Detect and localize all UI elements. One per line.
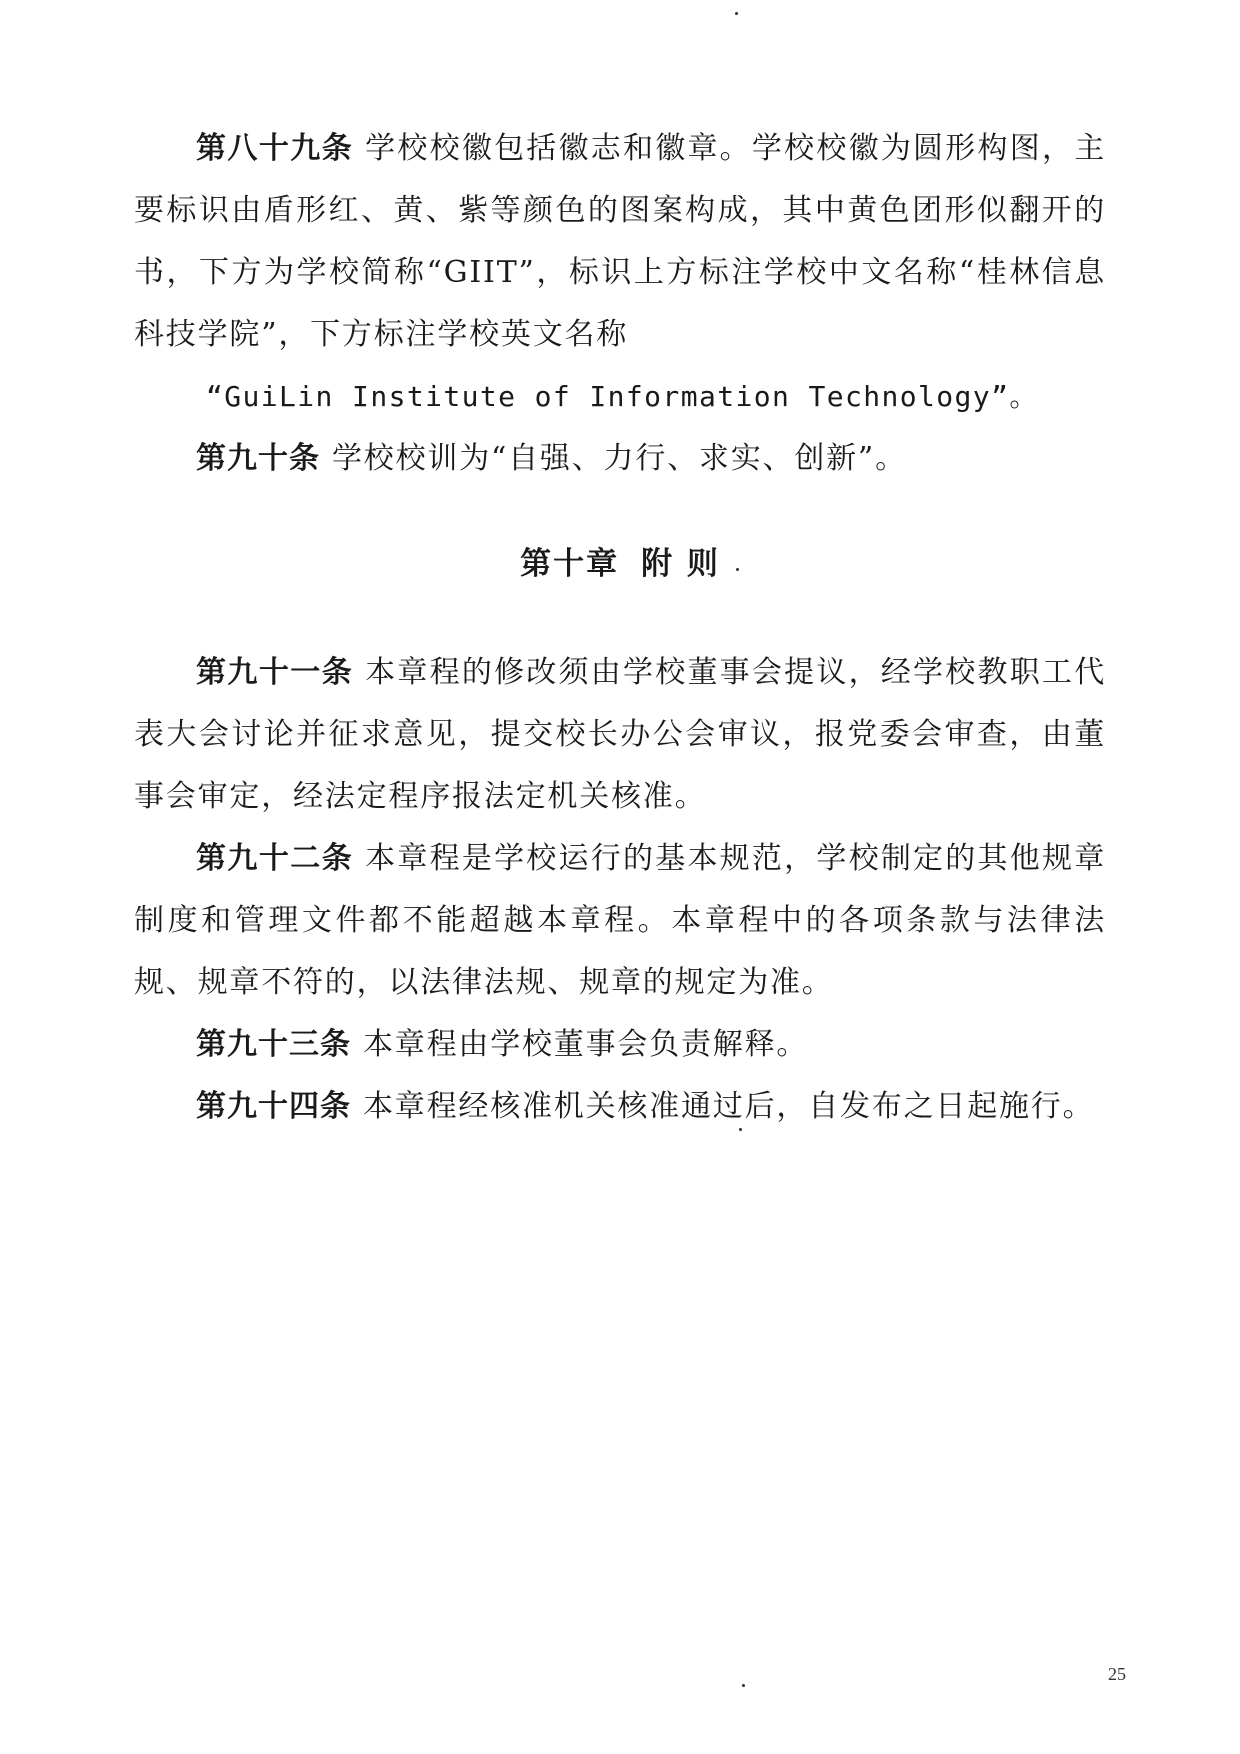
article-text: 本章程是学校运行的基本规范，学校制定的其他规章制度和管理文件都不能超越本章程。本章程中的各项条款与法律法规、规章不符的，以法律法规、规章的规定为准。 [134,841,1107,1000]
article-text: 本章程由学校董事会负责解释。 [363,1027,809,1062]
document-body [134,118,1106,1138]
article-91 [134,642,1106,828]
article-text: 学校校徽包括徽志和徽章。学校校徽为圆形构图，主要标识由盾形红、黄、紫等颜色的图案构成，其中黄色团形似翻开的书，下方为学校简称“GIIT”，标识上方标注学校中文名称“桂林信息科技学院”，下方标注学校英文名称 [134,131,1107,352]
article-89 [134,118,1106,366]
scan-speck [739,1128,742,1131]
article-90 [134,428,1106,490]
article-label: 第九十三条 [196,1027,351,1062]
article-text: 本章程经核准机关核准通过后，自发布之日起施行。 [363,1089,1095,1124]
article-text: 学校校训为“自强、力行、求实、创新”。 [332,441,907,476]
article-label: 第九十一条 [196,655,354,690]
chapter-number: 第十章 [520,546,620,582]
chapter-heading [134,544,1106,584]
article-93 [134,1014,1106,1076]
article-label: 第九十二条 [196,841,354,876]
article-92 [134,828,1106,1014]
scan-speck [736,568,739,571]
scan-speck [742,1684,745,1687]
article-label: 第八十九条 [196,131,354,166]
chapter-title: 附 则 [641,546,720,582]
article-label: 第九十四条 [196,1089,351,1124]
english-school-name: “GuiLin Institute of Information Technology”。 [206,380,1039,413]
article-text: 本章程的修改须由学校董事会提议，经学校教职工代表大会讨论并征求意见，提交校长办公会审议，报党委会审查，由董事会审定，经法定程序报法定机关核准。 [134,655,1107,814]
page-number: 25 [1108,1664,1126,1684]
scan-speck [735,12,738,15]
article-94 [134,1076,1106,1138]
article-label: 第九十条 [196,441,320,476]
